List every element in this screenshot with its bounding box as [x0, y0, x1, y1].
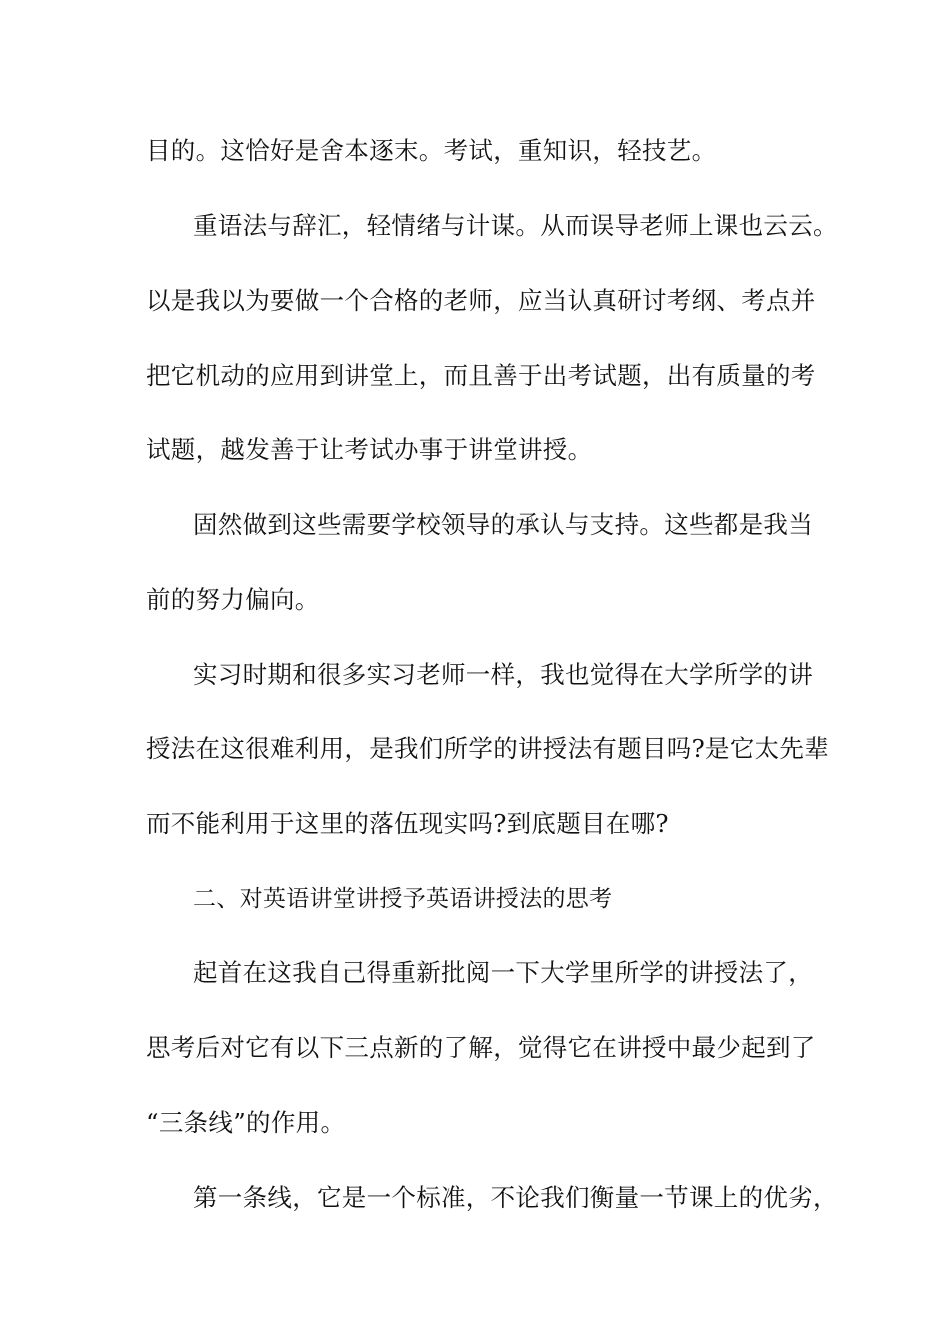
- text-line: 授法在这很难利用，是我们所学的讲授法有题目吗?是它太先辈: [146, 734, 830, 763]
- text-line: 以是我以为要做一个合格的老师，应当认真研讨考纲、考点并: [146, 286, 816, 315]
- text-line: 把它机动的应用到讲堂上，而且善于出考试题，出有质量的考: [146, 361, 816, 390]
- paragraph-start: 重语法与辞汇，轻情绪与计谋。从而误导老师上课也云云。: [193, 211, 838, 240]
- text-line: 试题，越发善于让考试办事于讲堂讲授。: [146, 435, 593, 464]
- text-line: “三条线”的作用。: [146, 1108, 346, 1137]
- paragraph-start: 实习时期和很多实习老师一样，我也觉得在大学所学的讲: [193, 660, 813, 689]
- text-line: 目的。这恰好是舍本逐末。考试，重知识，轻技艺。: [146, 136, 717, 165]
- paragraph-start: 起首在这我自己得重新批阅一下大学里所学的讲授法了，: [193, 958, 813, 987]
- text-line: 思考后对它有以下三点新的了解，觉得它在讲授中最少起到了: [146, 1033, 816, 1062]
- text-line: 而不能利用于这里的落伍现实吗?到底题目在哪?: [146, 809, 669, 838]
- text-line: 前的努力偏向。: [146, 585, 320, 614]
- section-heading: 二、对英语讲堂讲授予英语讲授法的思考: [193, 886, 613, 912]
- paragraph-start: 固然做到这些需要学校领导的承认与支持。这些都是我当: [193, 510, 813, 539]
- paragraph-start: 第一条线，它是一个标准，不论我们衡量一节课上的优劣，: [193, 1183, 838, 1212]
